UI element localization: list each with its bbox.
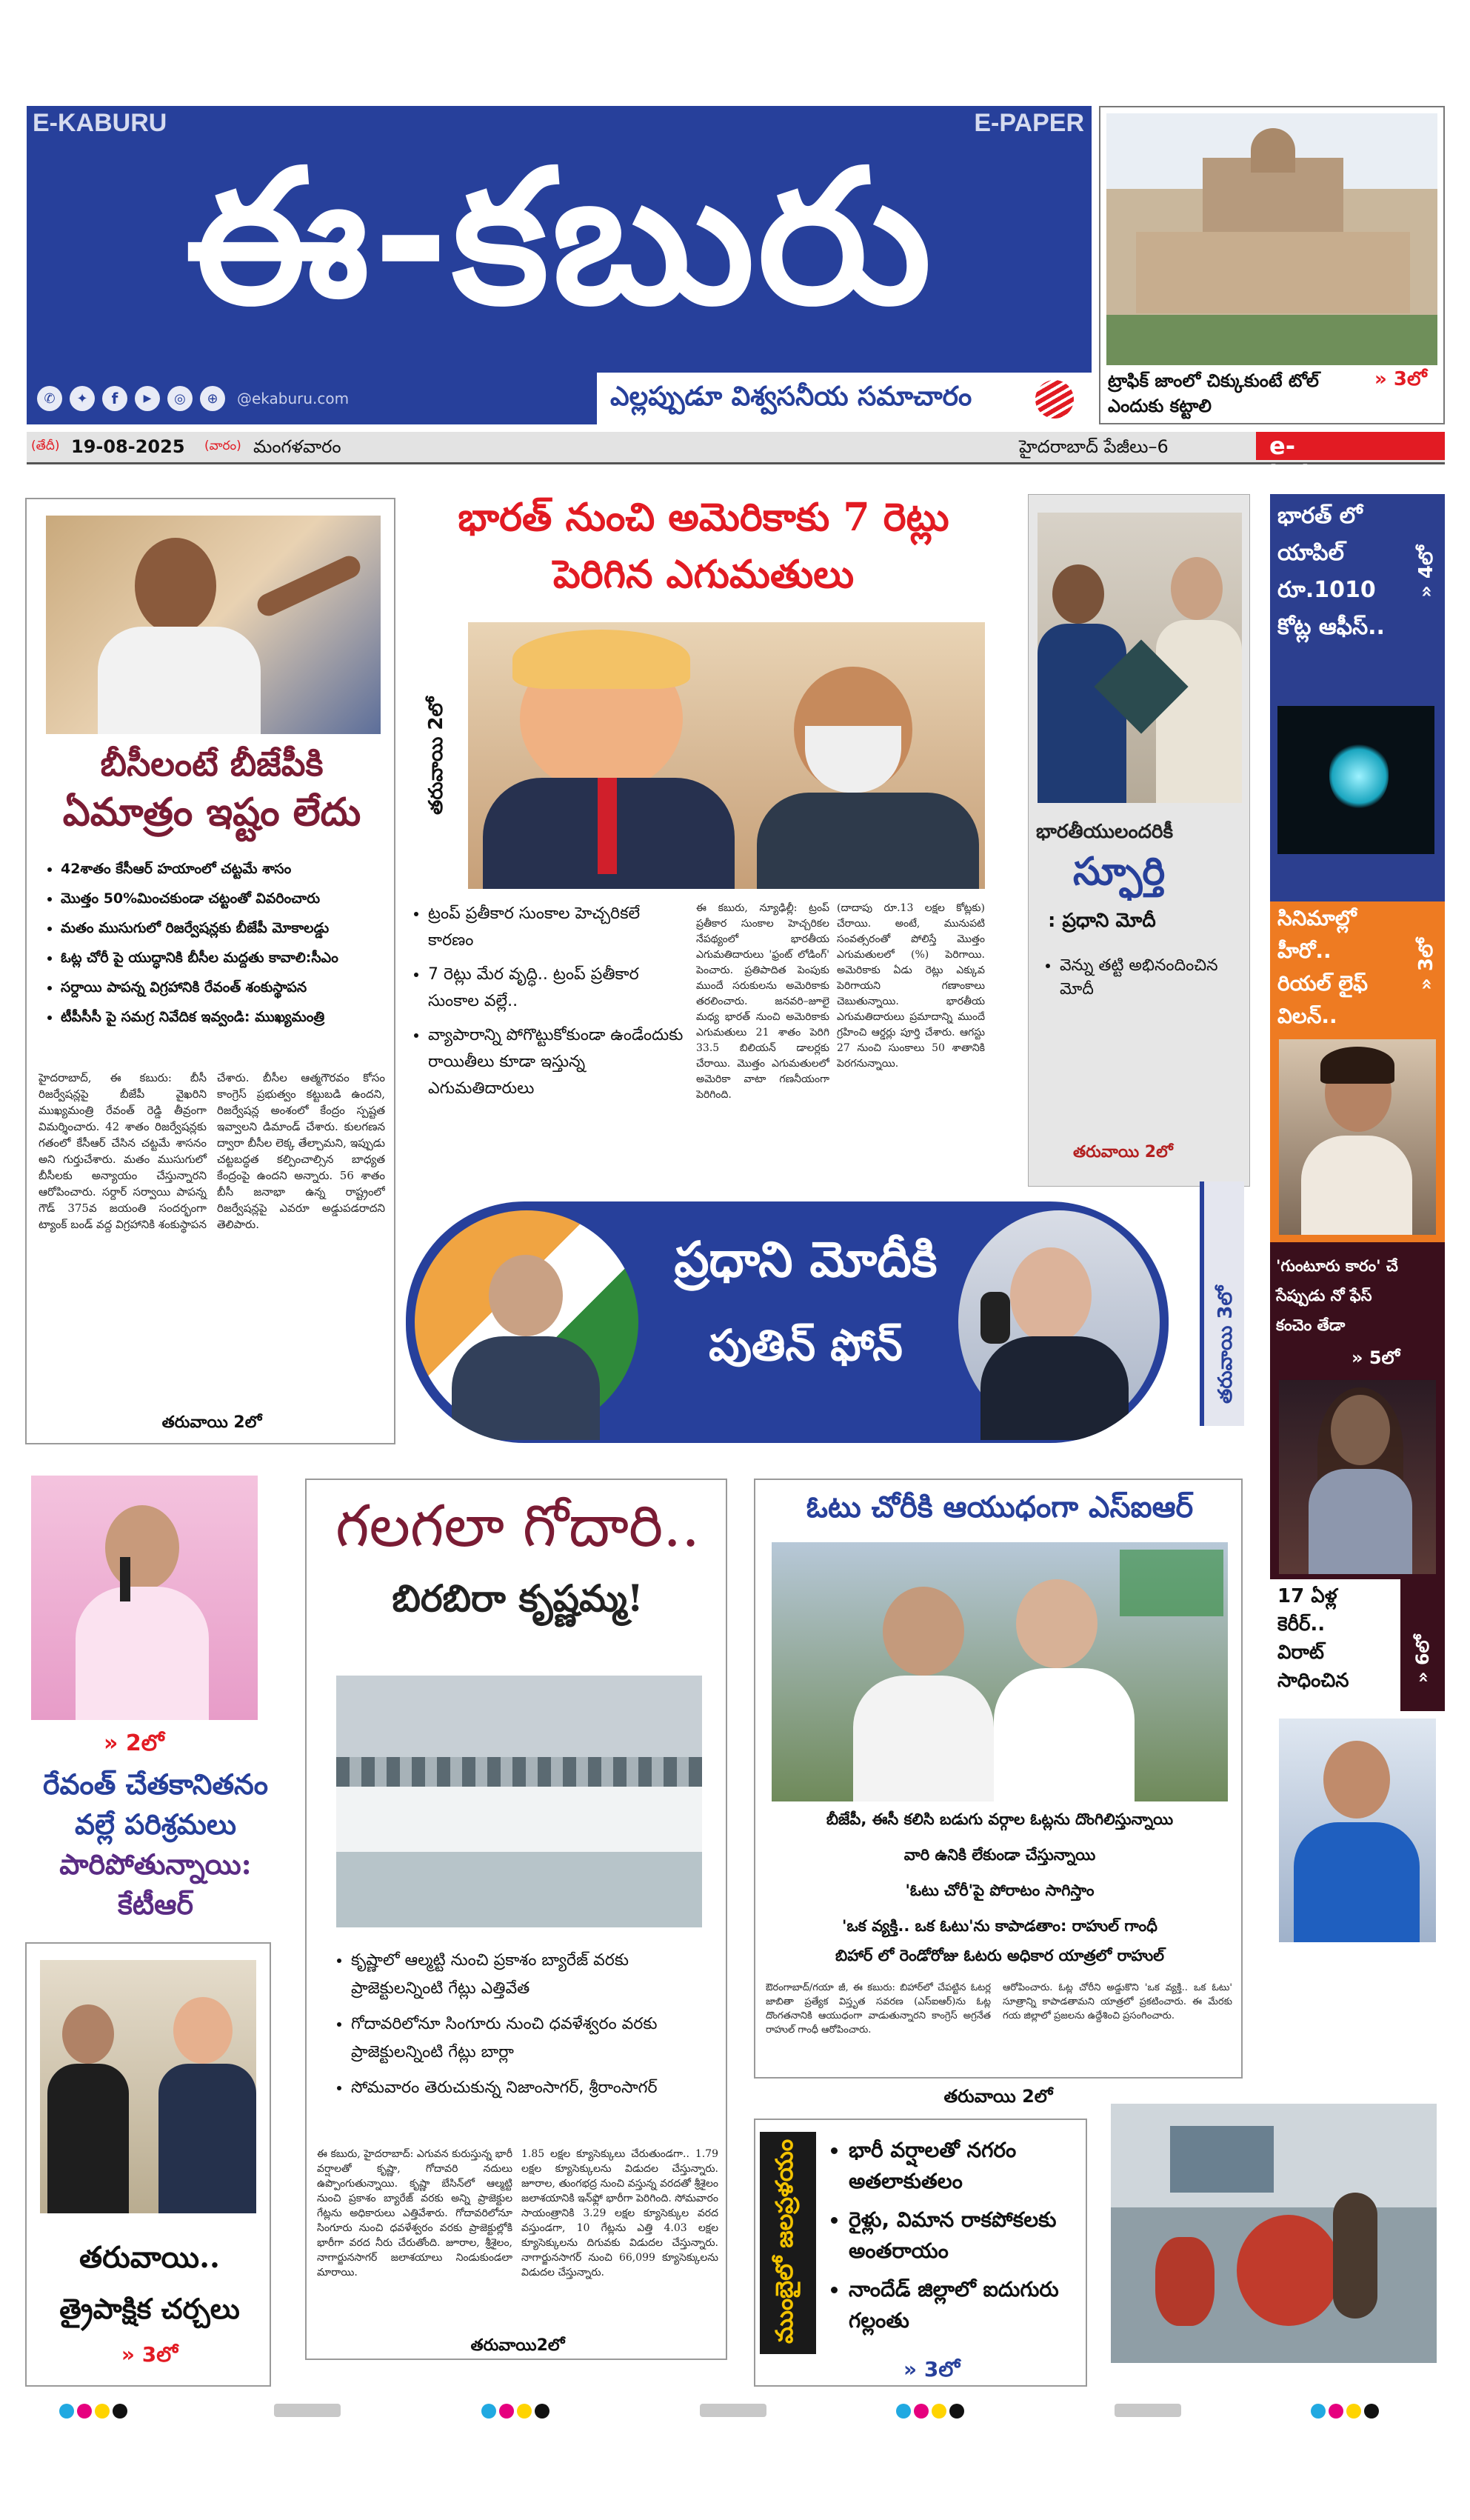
sidebar-virat[interactable] xyxy=(1270,1579,1445,1957)
apple-ref: » 4లో xyxy=(1415,545,1437,598)
date: 19-08-2025 xyxy=(71,436,185,457)
whatsapp-icon[interactable]: ✆ xyxy=(37,386,62,411)
registration-dot xyxy=(517,2404,532,2419)
registration-dot xyxy=(481,2404,496,2419)
hero-text-2: హీరో.. xyxy=(1277,939,1332,963)
us-headline-2: పెరిగిన ఎగుమతులు xyxy=(552,552,855,597)
list-item: • వెన్ను తట్టి అభినందించిన మోదీ xyxy=(1060,954,1237,1001)
putin-headline-2: పుతిన్ ఫోన్ xyxy=(709,1320,903,1370)
tagline-emblem-icon xyxy=(1035,380,1074,419)
us-body-2: (దాదాపు రూ.13 లక్షల కోట్లకు) చేరాయి. అంటే, మునుపటి సంవత్సరంతో పోలిస్తే మొత్తం ఎగుమతులలో (%) పెరిగాయి. అమెరికాకు ఏడు రెట్లు ఎక్కువ పెరిగాయని గణాంకాలు చెబుతున్నాయి. భారతీయ ఎగుమతిదారులు ప్రమాదాన్ని ముందే గ్రహించి ఆర్డర్లు పూర్తి చేశారు. ఆగస్టు 27 నుంచి సుంకాలు 50 శాతానికి పెరగనున్నాయి. xyxy=(837,902,985,1070)
virat-text-3: విరాట్ xyxy=(1277,1641,1324,1664)
hero-text-1: సినిమాల్లో xyxy=(1277,906,1357,930)
modi-circle-photo xyxy=(415,1210,638,1434)
sir-line-3: 'ఓటు చోరీ'పై పోరాటం సాగిస్తాం xyxy=(905,1881,1095,1899)
story-trilateral xyxy=(25,1942,271,2387)
registration-dot xyxy=(949,2404,964,2419)
web-icon[interactable]: ⊕ xyxy=(200,386,225,411)
bc-headline-1: బీసీలంటే బీజేపీకి xyxy=(100,744,324,784)
list-item: • 42శాతం కేసీఆర్ హయాంలో చట్టమే శాసం xyxy=(61,858,388,880)
registration-dot xyxy=(1346,2404,1361,2419)
virat-ref-tab xyxy=(1400,1579,1445,1711)
sir-body-2: ఆరోపించారు. ఓట్ల చోరీని అడ్డుకొని 'ఒక వ్యక్తి.. ఒక ఓటు' సూత్రాన్ని కాపాడతామని యాత్రలో ప్రకటించారు. ఈ మేరకు గయ జిల్లాలో ప్రజలను ఉద్దేశించి ప్రసంగించారు. xyxy=(1003,1982,1232,2021)
trilateral-headline-1: తరువాయి.. xyxy=(79,2240,220,2275)
story-godavari xyxy=(305,1479,727,2360)
twitter-icon[interactable]: ✦ xyxy=(70,386,95,411)
shubhanshu-headline-2: స్ఫూర్తి xyxy=(1073,849,1166,894)
sir-line-4: 'ఒక వ్యక్తి.. ఒక ఓటు'ను కాపాడతాం: రాహుల్ గాంధీ xyxy=(842,1917,1157,1935)
registration-dot xyxy=(932,2404,946,2419)
handle[interactable]: @ekaburu.com xyxy=(237,390,350,407)
sir-continued[interactable]: తరువాయి 2లో xyxy=(943,2086,1053,2107)
rahul-tejashwi-photo xyxy=(772,1542,1228,1801)
story-putin xyxy=(406,1201,1169,1443)
trump-zelensky-photo xyxy=(40,1960,256,2213)
city-pages: హైదరాబాద్ పేజీలు–6 xyxy=(1019,436,1169,457)
virat-text-4: సాధించిన xyxy=(1277,1670,1349,1692)
list-item: • భారీ వర్షాలతో నగరం అతలాకుతలం xyxy=(849,2135,1078,2197)
facebook-icon[interactable]: f xyxy=(102,386,127,411)
list-item: • ఓట్ల చోరీ పై యుద్ధానికి బీసీల మద్దతు కావాలి:సీఎం xyxy=(61,947,388,969)
top-teaser-ref[interactable]: » 3లో xyxy=(1374,368,1427,390)
trilateral-headline-2: త్రైపాక్షిక చర్చలు xyxy=(59,2292,240,2325)
putin-circle-photo xyxy=(958,1210,1160,1434)
cm-photo xyxy=(46,516,381,734)
registration-dot xyxy=(77,2404,92,2419)
story-shubhanshu xyxy=(1028,494,1250,1187)
godavari-continued[interactable]: తరువాయి2లో xyxy=(470,2336,565,2355)
sidebar-guntur[interactable] xyxy=(1270,1242,1445,1579)
day: మంగళవారం xyxy=(253,436,341,457)
bc-bullets xyxy=(39,858,388,1036)
story-bc xyxy=(25,498,395,1444)
list-item: • టీపీసీసీ పై సమగ్ర నివేదిక ఇవ్వండి: ముఖ్యమంత్రి xyxy=(61,1006,388,1028)
registration-marks xyxy=(0,2404,1470,2426)
list-item: • ట్రంప్ ప్రతీకార సుంకాల హెచ్చరికలే కారణం xyxy=(428,901,687,954)
guntur-ref: » 5లో xyxy=(1352,1347,1400,1368)
putin-headline-1: ప్రధాని మోదీకి xyxy=(674,1231,938,1288)
putin-side-continued: తరువాయి 3లో xyxy=(1215,1285,1237,1404)
sir-line-1: బీజేపీ, ఈసీ కలిసి బడుగు వర్గాల ఓట్లను దొంగిలిస్తున్నాయి xyxy=(826,1810,1174,1828)
tagline-panel xyxy=(597,373,1092,424)
bc-body: హైదరాబాద్, ఈ కబురు: బీసీ రిజర్వేషన్లపై బీజేపీ వైఖరిని ముఖ్యమంత్రి రేవంత్ రెడ్డి తీవ్రంగా విమర్శించారు. 42 శాతం రిజర్వేషన్లకు గతంలో కేసీఆర్ చేసిన చట్టమే శాసనం అని గుర్తుచేశారు. మతం ముసుగులో బీసీలకు అన్యాయం చేస్తున్నారని ఆరోపించారు. సర్దార్ సర్వాయి పాపన్న గౌడ్ 375వ జయంతి సందర్భంగా ట్యాంక్ బండ్ వద్ద విగ్రహానికి శంకుస్థాపన చేశారు. బీసీల ఆత్మగౌరవం కోసం కాంగ్రెస్ ప్రభుత్వం కట్టుబడి ఉందని, రిజర్వేషన్ల అంశంలో కేంద్రం స్పష్టత ఇవ్వాలని డిమాండ్ చేశారు. కులగణన ద్వారా బీసీల లెక్క తేల్చామని, ఇప్పుడు చట్టబద్ధత కల్పించాల్సిన బాధ్యత కేంద్రంపై ఉందని అన్నారు. 56 శాతం బీసీ జనాభా ఉన్న రాష్ట్రంలో రిజర్వేషన్లపై ఎవరూ అడ్డుపడరాదని తెలిపారు. xyxy=(39,1071,385,1231)
registration-dot xyxy=(535,2404,549,2419)
list-item: • రైళ్లు, విమాన రాకపోకలకు అంతరాయం xyxy=(849,2204,1078,2267)
bc-continued[interactable]: తరువాయి 2లో xyxy=(161,1413,262,1432)
hero-text-3: రియల్ లైఫ్ xyxy=(1277,971,1368,996)
apple-text-1: భారత్ లో xyxy=(1277,503,1363,529)
godavari-body-2: 1.85 లక్షల క్యూసెక్కులు చేరుతుండగా.. 1.79 లక్షల క్యూసెక్కులను విడుదల చేస్తున్నారు. జూరాల, తుంగభద్ర నుంచి వస్తున్న వరదతో శ్రీశైలం జలాశయానికి ఇన్‌ఫ్లో భారీగా పెరిగింది. సోమవారం సాయంత్రానికి 3.29 లక్షల క్యూసెక్కుల వరద వస్తుండగా, 10 గేట్లను ఎత్తి 4.03 లక్షల క్యూసెక్కులను దిగువకు విడుదల చేస్తున్నారు. నాగార్జునసాగర్ నుంచి 66,099 క్యూసెక్కులను విడుదల చేస్తున్నారు. xyxy=(521,2148,718,2279)
list-item: • కృష్ణాలో ఆల్మట్టి నుంచి ప్రకాశం బ్యారేజ్ వరకు ప్రాజెక్టులన్నింటి గేట్లు ఎత్తివేత xyxy=(351,1947,714,2003)
virat-ref: » 6లో xyxy=(1412,1634,1433,1683)
masthead xyxy=(27,106,1092,424)
hero-ref: » 3లో xyxy=(1415,938,1437,990)
apple-logo-photo xyxy=(1277,706,1434,854)
trilateral-ref[interactable]: » 3లో xyxy=(121,2342,178,2367)
list-item: • మతం ముసుగులో రిజర్వేషన్లకు బీజేపీ మోకాలడ్డు xyxy=(61,917,388,939)
registration-dot xyxy=(896,2404,911,2419)
mumbai-flood-photo xyxy=(1111,2104,1437,2363)
registration-dot xyxy=(59,2404,74,2419)
us-side-continued[interactable]: తరువాయి 2లో xyxy=(425,696,447,815)
ktr-ref[interactable]: » 2లో xyxy=(104,1730,164,1756)
dateline-bar xyxy=(27,432,1445,488)
brand-small: E-KABURU xyxy=(33,109,167,137)
list-item: • 7 రెట్లు మేర వృద్ధి.. ట్రంప్ ప్రతీకార సుంకాల వల్లే.. xyxy=(428,961,687,1015)
ktr-headline-1: రేవంత్ చేతకానితనం xyxy=(42,1767,268,1801)
godavari-bullets xyxy=(329,1947,714,2110)
masthead-logo: ఈ-కబురు xyxy=(185,130,935,345)
top-teaser-text: ట్రాఫిక్ జాంలో చిక్కుకుంటే టోల్ ఎందుకు కట్టాలి xyxy=(1108,370,1319,416)
guntur-text-3: కంచెం తేడా xyxy=(1276,1316,1346,1334)
us-headline-1: భారత్ నుంచి అమెరికాకు 7 రెట్లు xyxy=(458,495,949,540)
mumbai-side-tab xyxy=(760,2132,816,2354)
list-item: • సర్దాయి పాపన్న విగ్రహానికి రేవంత్ శంకుస్థాపన xyxy=(61,976,388,999)
mumbai-side-label: ముంబైలో జలప్రళయం xyxy=(770,2139,798,2344)
ktr-photo xyxy=(31,1476,258,1720)
us-body-1: ఈ కబురు, న్యూఢిల్లీ: ట్రంప్ ప్రతీకార సుంకాల హెచ్చరికల నేపథ్యంలో భారతీయ ఎగుమతిదారులు 'ఫ్రంట్ లోడింగ్' పెంచారు. ప్రతిపాదిత పెంపుకు ముందే సరుకులను అమెరికాకు తరలించారు. జనవరి–జూలై మధ్య భారత్ నుంచి అమెరికాకు ఎగుమతులు 21 శాతం పెరిగి 33.5 బిలియన్ డాలర్లకు చేరాయి. మొత్తం ఎగుమతులలో అమెరికా వాటా గణనీయంగా పెరిగింది. xyxy=(696,902,829,1101)
apple-text-4: కోట్ల ఆఫీస్.. xyxy=(1277,614,1385,640)
story-sir xyxy=(754,1479,1243,2079)
us-bullets xyxy=(406,901,687,1110)
shubhanshu-continued[interactable]: తరువాయి 2లో xyxy=(1073,1143,1173,1161)
shubhanshu-headline-1: భారతీయులందరికీ xyxy=(1036,821,1174,843)
youtube-icon[interactable]: ▶ xyxy=(135,386,160,411)
epaper-label: E-PAPER xyxy=(974,109,1084,137)
guntur-text-2: సేప్పుడు నో ఫేస్ xyxy=(1276,1287,1372,1304)
modi-astronaut-photo xyxy=(1038,513,1242,803)
registration-dot xyxy=(914,2404,929,2419)
registration-dot xyxy=(1364,2404,1379,2419)
apple-text-3: రూ.1010 xyxy=(1277,577,1376,603)
registration-dot xyxy=(113,2404,127,2419)
ktr-headline-2: వల్లే పరిశ్రమలు xyxy=(75,1807,236,1841)
apple-text-2: యాపిల్ xyxy=(1277,540,1344,566)
tagline: ఎల్లప్పుడూ విశ్వసనీయ సమాచారం xyxy=(610,381,972,412)
registration-dot xyxy=(95,2404,110,2419)
actor-photo xyxy=(1279,1039,1436,1235)
list-item: • సోమవారం తెరుచుకున్న నిజాంసాగర్, శ్రీరాంసాగర్ xyxy=(351,2074,714,2102)
story-mumbai xyxy=(754,2119,1087,2387)
godavari-headline-1: గలగలా గోదారి.. xyxy=(335,1493,700,1560)
sir-line-5: బిహార్ లో రెండోరోజు ఓటరు అధికార యాత్రలో రాహుల్ xyxy=(835,1947,1164,1964)
virat-text-2: కెరీర్.. xyxy=(1277,1613,1326,1636)
list-item: • గోదావరిలోనూ సింగూరు నుంచి ధవళేశ్వరం వరకు ప్రాజెక్టులన్నింటి గేట్లు బార్లా xyxy=(351,2010,714,2067)
list-item: • మొత్తం 50%మించకుండా చట్టంతో వివరించారు xyxy=(61,887,388,910)
site-badge[interactable]: e-kaburu.com xyxy=(1256,432,1445,460)
social-row xyxy=(37,381,349,416)
ktr-headline-4: కేటీఆర్ xyxy=(117,1887,194,1921)
registration-dot xyxy=(1329,2404,1343,2419)
list-item: • నాందేడ్ జిల్లాలో ఐదుగురు గల్లంతు xyxy=(849,2274,1078,2336)
shubhanshu-headline-3: : ప్రధాని మోదీ xyxy=(1048,910,1156,932)
sir-body-1: ఔరంగాబాద్/గయా జీ, ఈ కబురు: బిహార్‌లో చేపట్టిన ఓటర్ల జాబితా ప్రత్యేక విస్తృత సవరణ (ఎస్ఐఆర్)ను ఓట్ల దొంగతనానికి ఆయుధంగా వాడుతున్నారని కాంగ్రెస్ అగ్రనేత రాహుల్ గాంధీ ఆరోపించారు. xyxy=(766,1982,991,2036)
bc-headline-2: ఏమాత్రం ఇష్టం లేదు xyxy=(62,790,361,835)
ktr-headline-3: పారిపోతున్నాయి: xyxy=(59,1847,252,1881)
day-label: (వారం) xyxy=(204,439,241,453)
dam-photo xyxy=(336,1676,702,1927)
top-teaser-box[interactable] xyxy=(1099,106,1445,424)
putin-side-tab[interactable] xyxy=(1200,1181,1244,1426)
sidebar-apple[interactable] xyxy=(1270,494,1445,901)
shubhanshu-bullets xyxy=(1038,954,1237,1009)
mumbai-bullets xyxy=(826,2135,1078,2344)
mumbai-ref[interactable]: » 3లో xyxy=(903,2357,960,2381)
supreme-court-photo xyxy=(1106,113,1437,365)
registration-dot xyxy=(1311,2404,1326,2419)
list-item: • వ్యాపారాన్ని పోగొట్టుకోకుండా ఉండేందుకు రాయితీలు కూడా ఇస్తున్న ఎగుమతిదారులు xyxy=(428,1022,687,1102)
sidebar-hero[interactable] xyxy=(1270,901,1445,1242)
instagram-icon[interactable]: ◎ xyxy=(167,386,193,411)
virat-text-1: 17 ఏళ్ల xyxy=(1277,1585,1337,1607)
sir-headline: ఓటు చోరీకి ఆయుధంగా ఎస్ఐఆర్ xyxy=(806,1490,1194,1524)
registration-dot xyxy=(499,2404,514,2419)
godavari-body-1: ఈ కబురు, హైదరాబాద్: ఎగువన కురుస్తున్న భారీ వర్షాలతో కృష్ణా, గోదావరి నదులు ఉప్పొంగుతున్నాయి. కృష్ణా బేసిన్‌లో ఆల్మట్టి నుంచి ప్రకాశం బ్యారేజ్ వరకు అన్ని ప్రాజెక్టుల గేట్లను అధికారులు ఎత్తివేశారు. గోదావరిలోనూ సింగూరు నుంచి ధవళేశ్వరం వరకు ప్రాజెక్టుల్లోకి భారీగా వరద నీరు చేరుతోంది. జూరాల, శ్రీశైలం, నాగార్జునసాగర్ జలాశయాలు నిండుకుండలా మారాయి. xyxy=(317,2148,512,2279)
hero-text-4: విలన్.. xyxy=(1277,1004,1337,1028)
godavari-headline-2: బిరబిరా కృష్ణమ్మ! xyxy=(392,1576,644,1620)
guntur-text-1: 'గుంటూరు కారం' చే xyxy=(1276,1257,1398,1275)
actress-photo xyxy=(1279,1380,1436,1574)
trump-modi-illustration xyxy=(468,622,985,889)
sidebar xyxy=(1270,494,1445,2089)
date-label: (తేదీ) xyxy=(31,439,60,453)
sir-line-2: వారి ఉనికి లేకుండా చేస్తున్నాయి xyxy=(903,1846,1096,1864)
virat-photo xyxy=(1279,1719,1436,1942)
